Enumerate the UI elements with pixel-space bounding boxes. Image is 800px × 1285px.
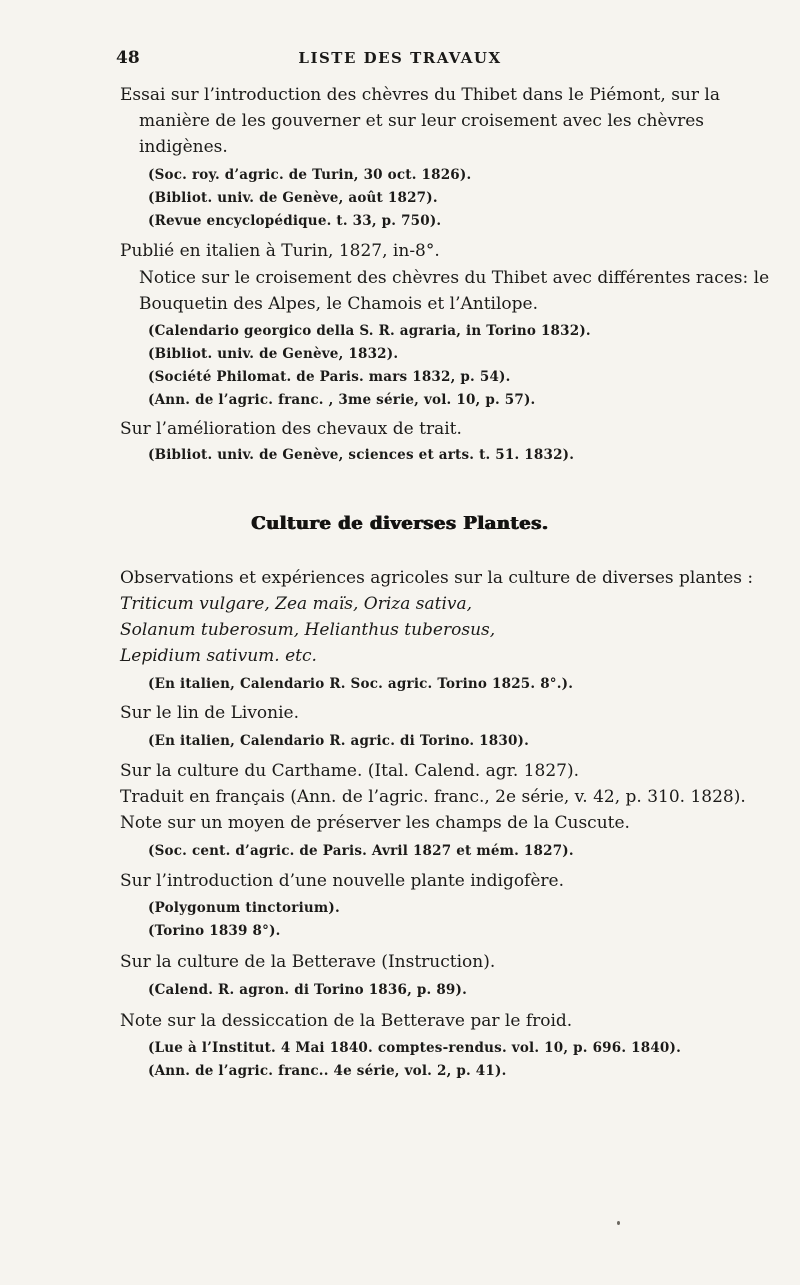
entry-title-line: Sur l’introduction d’une nouvelle plante indigofère. (120, 871, 565, 891)
entry-title-line: Lepidium sativum. etc. (120, 646, 317, 666)
print-speck (617, 1221, 620, 1225)
entry-title-line: Notice sur le croisement des chèvres du Thibet avec différentes races: le (139, 268, 770, 288)
running-head: LISTE DES TRAVAUX (298, 49, 502, 67)
reference-line: (Calend. R. agron. di Torino 1836, p. 89). (148, 982, 468, 998)
entry-title-line: Traduit en français (Ann. de l’agric. franc., 2e série, v. 42, p. 310. 1828). (120, 787, 746, 807)
reference-line: (Bibliot. univ. de Genève, sciences et arts. t. 51. 1832). (148, 447, 575, 463)
reference-line: (Ann. de l’agric. franc. , 3me série, vol. 10, p. 57). (148, 392, 536, 408)
reference-line: (Ann. de l’agric. franc.. 4e série, vol. 2, p. 41). (148, 1063, 507, 1079)
reference-line: (Bibliot. univ. de Genève, août 1827). (148, 190, 438, 206)
entry-title-line: Triticum vulgare, Zea maïs, Oriza sativa, (120, 594, 473, 614)
reference-line: (Calendario georgico della S. R. agraria, in Torino 1832). (148, 323, 591, 339)
reference-line: (En italien, Calendario R. agric. di Torino. 1830). (148, 733, 530, 749)
page-number: 48 (116, 48, 140, 68)
entry-title-line: Sur l’amélioration des chevaux de trait. (120, 419, 462, 439)
entry-title-line: Essai sur l’introduction des chèvres du Thibet dans le Piémont, sur la (120, 85, 720, 105)
entry-title-line: Solanum tuberosum, Helianthus tuberosus, (120, 620, 496, 640)
entry-title-line: Publié en italien à Turin, 1827, in-8°. (120, 241, 440, 261)
entry-title-line: indigènes. (139, 137, 228, 157)
reference-line: (Soc. cent. d’agric. de Paris. Avril 1827 et mém. 1827). (148, 843, 574, 859)
entry-title-line: Sur la culture du Carthame. (Ital. Calend. agr. 1827). (120, 761, 580, 781)
entry-title-line: Sur le lin de Livonie. (120, 703, 300, 723)
reference-line: (En italien, Calendario R. Soc. agric. Torino 1825. 8°.). (148, 676, 574, 692)
section-heading: Culture de diverses Plantes. (251, 513, 549, 534)
entry-title-line: Bouquetin des Alpes, le Chamois et l’Antilope. (139, 294, 539, 314)
entry-title-line: Note sur la dessiccation de la Betterave par le froid. (120, 1011, 573, 1031)
reference-line: (Revue encyclopédique. t. 33, p. 750). (148, 213, 442, 229)
entry-title-line: Observations et expériences agricoles sur la culture de diverses plantes : (120, 568, 754, 588)
reference-line: (Lue à l’Institut. 4 Mai 1840. comptes-rendus. vol. 10, p. 696. 1840). (148, 1040, 682, 1056)
entry-title-line: manière de les gouverner et sur leur croisement avec les chèvres (139, 111, 705, 131)
reference-line: (Torino 1839 8°). (148, 923, 281, 939)
reference-line: (Bibliot. univ. de Genève, 1832). (148, 346, 399, 362)
entry-title-line: Note sur un moyen de préserver les champs de la Cuscute. (120, 813, 630, 833)
reference-line: (Société Philomat. de Paris. mars 1832, p. 54). (148, 369, 511, 385)
entry-title-line: Sur la culture de la Betterave (Instruction). (120, 952, 496, 972)
page-header (0, 48, 800, 68)
reference-line: (Polygonum tinctorium). (148, 900, 340, 916)
reference-line: (Soc. roy. d’agric. de Turin, 30 oct. 1826). (148, 167, 472, 183)
